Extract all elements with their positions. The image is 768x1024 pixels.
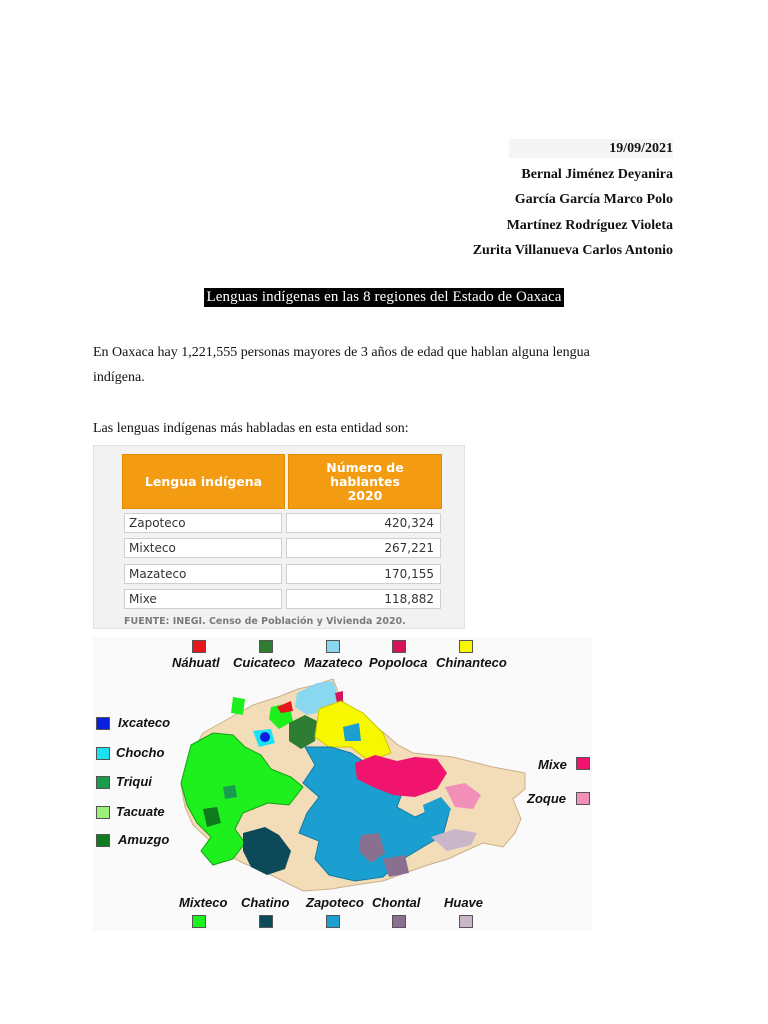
legend-label-triqui: Triqui bbox=[116, 774, 152, 789]
legend-swatch-ixcateco bbox=[96, 717, 110, 730]
table-cell-language: Mixe bbox=[124, 589, 282, 609]
intro-line-2: indígena. bbox=[93, 370, 145, 385]
legend-swatch-zapoteco bbox=[326, 915, 340, 928]
table-source: FUENTE: INEGI. Censo de Población y Vivienda 2020. bbox=[124, 616, 406, 627]
legend-swatch-chontal bbox=[392, 915, 406, 928]
author-name: Bernal Jiménez Deyanira bbox=[521, 166, 673, 182]
table-header-speakers-l2: hablantes bbox=[330, 473, 400, 489]
legend-label-chatino: Chatino bbox=[241, 895, 290, 910]
legend-label-tacuate: Tacuate bbox=[116, 804, 165, 819]
legend-label-ixcateco: Ixcateco bbox=[118, 715, 171, 730]
legend-swatch-huave bbox=[459, 915, 473, 928]
legend-swatch-triqui bbox=[96, 776, 110, 789]
table-header-speakers-l3: 2020 bbox=[347, 487, 383, 503]
legend-swatch-cuicateco bbox=[259, 640, 273, 653]
legend-swatch-nahuatl bbox=[192, 640, 206, 653]
table-header-speakers-l1: Número de bbox=[326, 459, 404, 475]
legend-swatch-tacuate bbox=[96, 806, 110, 819]
author-name: Zurita Villanueva Carlos Antonio bbox=[472, 243, 673, 258]
legend-swatch-chatino bbox=[259, 915, 273, 928]
author-name: Martínez Rodríguez Violeta bbox=[506, 217, 673, 233]
date-line bbox=[473, 136, 673, 162]
table-cell-language: Zapoteco bbox=[124, 513, 282, 533]
legend-label-mixe: Mixe bbox=[538, 757, 567, 772]
map-drawing bbox=[93, 637, 592, 931]
legend-label-zoque: Zoque bbox=[527, 791, 566, 806]
legend-label-chocho: Chocho bbox=[116, 745, 165, 760]
legend-swatch-chocho bbox=[96, 747, 110, 760]
map-region-ixcateco bbox=[260, 732, 270, 742]
document-title: Lenguas indígenas en las 8 regiones del Estado de Oaxaca bbox=[206, 289, 562, 305]
legend-label-mazateco: Mazateco bbox=[304, 655, 363, 670]
legend-label-mixteco: Mixteco bbox=[179, 895, 228, 910]
oaxaca-language-map bbox=[93, 637, 592, 931]
legend-swatch-zoque bbox=[576, 792, 590, 805]
document-title-wrap bbox=[0, 288, 768, 306]
legend-swatch-mixe bbox=[576, 757, 590, 770]
table-header-speakers bbox=[288, 454, 442, 509]
table-cell-speakers: 118,882 bbox=[286, 589, 441, 609]
legend-swatch-chinanteco bbox=[459, 640, 473, 653]
author-name: García García Marco Polo bbox=[514, 192, 673, 207]
legend-label-chontal: Chontal bbox=[372, 895, 421, 910]
table-cell-language: Mazateco bbox=[124, 564, 282, 584]
legend-swatch-amuzgo bbox=[96, 834, 110, 847]
map-region-triqui bbox=[223, 785, 237, 799]
table-cell-speakers: 267,221 bbox=[286, 538, 441, 558]
list-intro-paragraph: Las lenguas indígenas más habladas en esta entidad son: bbox=[93, 421, 409, 436]
intro-line-1: En Oaxaca hay 1,221,555 personas mayores de 3 años de edad que hablan alguna lengua bbox=[93, 345, 590, 360]
legend-label-nahuatl: Náhuatl bbox=[172, 655, 220, 670]
legend-label-chinanteco: Chinanteco bbox=[436, 655, 507, 670]
speakers-table-image bbox=[93, 445, 465, 629]
table-cell-speakers: 170,155 bbox=[286, 564, 441, 584]
legend-swatch-mazateco bbox=[326, 640, 340, 653]
legend-label-popoloca: Popoloca bbox=[369, 655, 428, 670]
table-header-language: Lengua indígena bbox=[122, 454, 285, 509]
legend-label-cuicateco: Cuicateco bbox=[233, 655, 296, 670]
intro-paragraph bbox=[93, 340, 683, 390]
legend-label-amuzgo: Amuzgo bbox=[118, 832, 170, 847]
date: 19/09/2021 bbox=[509, 139, 673, 158]
table-cell-language: Mixteco bbox=[124, 538, 282, 558]
legend-swatch-popoloca bbox=[392, 640, 406, 653]
legend-label-huave: Huave bbox=[444, 895, 484, 910]
table-cell-speakers: 420,324 bbox=[286, 513, 441, 533]
legend-swatch-mixteco bbox=[192, 915, 206, 928]
map-region-mixteco bbox=[231, 697, 245, 715]
legend-label-zapoteco: Zapoteco bbox=[306, 895, 364, 910]
author-block bbox=[473, 136, 673, 264]
